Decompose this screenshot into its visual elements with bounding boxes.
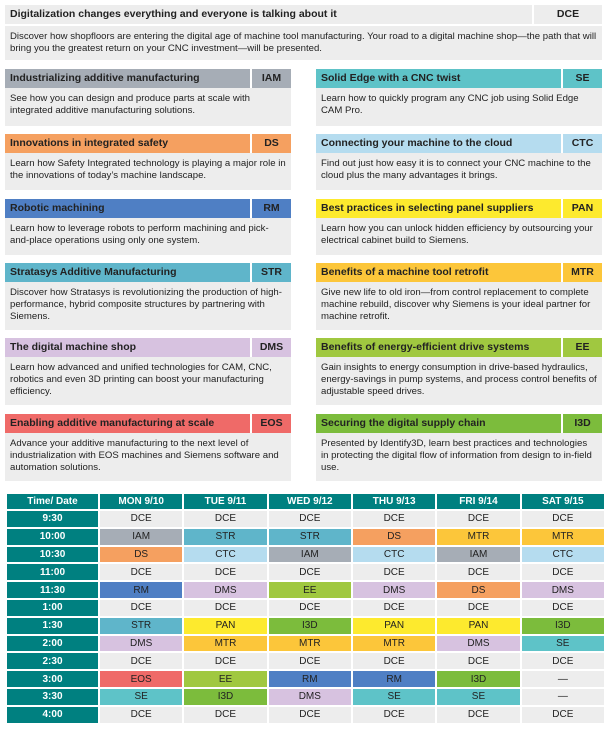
schedule-session-cell: PAN [437,618,519,634]
schedule-session-cell: DCE [184,600,266,616]
session-title: Connecting your machine to the cloud [321,137,513,149]
schedule-session-cell: DCE [437,511,519,527]
schedule-session-cell: MTR [269,636,351,652]
schedule-session-cell: DS [100,547,182,563]
session-title: Stratasys Additive Manufacturing [10,266,177,278]
schedule-session-cell: EOS [100,671,182,687]
schedule-session-cell: DCE [269,564,351,580]
session-description: Find out just how easy it is to connect your CNC machine to the cloud plus the many advantages it brings. [321,158,591,182]
intro-session-title: Digitalization changes everything and everyone is talking about it [10,8,337,20]
schedule-session-cell: DCE [437,564,519,580]
schedule-session-cell: DCE [353,653,435,669]
schedule-time-cell: 3:30 [7,689,98,705]
schedule-time-cell: 3:00 [7,671,98,687]
schedule-table [5,492,606,725]
schedule-time-cell: 11:00 [7,564,98,580]
schedule-session-cell: I3D [269,618,351,634]
schedule-row [7,707,604,723]
schedule-session-cell: DCE [353,707,435,723]
session-description: Learn how to leverage robots to perform machining and pick-and-place operations using only one system. [10,223,269,247]
schedule-session-cell: DMS [184,582,266,598]
schedule-session-cell: EE [269,582,351,598]
session-code: DMS [250,338,291,357]
schedule-session-cell: DCE [269,653,351,669]
schedule-session-cell: SE [437,689,519,705]
session-description: Learn how to quickly program any CNC job using Solid Edge CAM Pro. [321,93,579,117]
schedule-session-cell: MTR [184,636,266,652]
session-box-iam [5,69,291,126]
session-box-i3d [316,414,602,481]
session-code: SE [561,69,602,88]
schedule-header-cell: MON 9/10 [100,494,182,509]
session-title: Solid Edge with a CNC twist [321,72,461,84]
schedule-session-cell: DCE [522,707,604,723]
session-box-str [5,263,291,330]
schedule-session-cell: DCE [522,600,604,616]
schedule-session-cell: MTR [437,529,519,545]
intro-session-box [5,5,602,60]
schedule-time-cell: 10:00 [7,529,98,545]
session-header [316,263,602,282]
schedule-session-cell: DCE [184,564,266,580]
schedule-time-cell: 9:30 [7,511,98,527]
schedule-session-cell: DCE [100,564,182,580]
schedule-header-cell: FRI 9/14 [437,494,519,509]
schedule-session-cell: DMS [269,689,351,705]
schedule-time-cell: 11:30 [7,582,98,598]
schedule-session-cell: RM [353,671,435,687]
session-code: PAN [561,199,602,218]
schedule-session-cell: DCE [184,707,266,723]
session-header [5,338,291,357]
session-title: Enabling additive manufacturing at scale [10,417,215,429]
session-header [316,134,602,153]
session-box-ds [5,134,291,190]
session-title: Industrializing additive manufacturing [10,72,200,84]
schedule-session-cell: DCE [269,600,351,616]
schedule-session-cell: DCE [353,564,435,580]
schedule-session-cell: STR [269,529,351,545]
session-box-pan [316,199,602,255]
schedule-session-cell: DCE [100,511,182,527]
session-box-dms [5,338,291,405]
session-title: Benefits of a machine tool retrofit [321,266,489,278]
session-header [5,69,291,88]
schedule-session-cell: SE [353,689,435,705]
session-box-rm [5,199,291,255]
schedule-session-cell: PAN [353,618,435,634]
session-box-ee [316,338,602,405]
session-code: I3D [561,414,602,433]
schedule-session-cell: CTC [184,547,266,563]
session-description: See how you can design and produce parts at scale with integrated additive manufacturing solutions. [10,93,250,117]
schedule-row [7,511,604,527]
session-title: Benefits of energy-efficient drive systems [321,341,530,353]
session-description: Learn how Safety Integrated technology is playing a major role in the innovations of today’s machine landscape. [10,158,286,182]
schedule-session-cell: I3D [184,689,266,705]
schedule-header-cell: THU 9/13 [353,494,435,509]
schedule-session-cell: CTC [522,547,604,563]
schedule-session-cell: PAN [184,618,266,634]
session-header [5,414,291,433]
schedule-session-cell: DCE [100,653,182,669]
schedule-header-row [7,494,604,509]
schedule-row [7,529,604,545]
schedule-session-cell: DCE [522,653,604,669]
schedule-session-cell: EE [184,671,266,687]
schedule-session-cell: SE [100,689,182,705]
session-box-se [316,69,602,126]
schedule-session-cell: CTC [353,547,435,563]
schedule-session-cell: DMS [437,636,519,652]
schedule-time-cell: 1:00 [7,600,98,616]
session-code: IAM [250,69,291,88]
schedule-time-cell: 2:30 [7,653,98,669]
schedule-session-cell: DCE [184,653,266,669]
session-description: Give new life to old iron—from control replacement to complete machine rebuild, discover why Siemens is your ideal partner for machine retrofit. [321,287,591,323]
session-description: Learn how advanced and unified technologies for CAM, CNC, robotics and even 3D printing can boost your manufacturing efficiency. [10,362,272,398]
schedule-row [7,582,604,598]
schedule-session-cell: DS [437,582,519,598]
session-code: DS [250,134,291,153]
schedule-session-cell: MTR [353,636,435,652]
session-header [5,134,291,153]
schedule-session-cell: DCE [437,653,519,669]
schedule-session-cell: DMS [100,636,182,652]
session-code: EOS [250,414,291,433]
schedule-time-cell: 1:30 [7,618,98,634]
schedule-session-cell: DCE [522,511,604,527]
schedule-session-cell: DCE [437,707,519,723]
session-title: Innovations in integrated safety [10,137,169,149]
schedule-session-cell: MTR [522,529,604,545]
session-header [316,69,602,88]
schedule-session-cell: DCE [353,600,435,616]
schedule-header-cell: TUE 9/11 [184,494,266,509]
schedule-row [7,600,604,616]
schedule-session-cell: IAM [269,547,351,563]
intro-session-code: DCE [532,5,602,24]
session-code: CTC [561,134,602,153]
schedule-session-cell: IAM [437,547,519,563]
schedule-header-cell: SAT 9/15 [522,494,604,509]
schedule-session-cell: I3D [437,671,519,687]
session-title: Robotic machining [10,202,105,214]
schedule-session-cell: STR [100,618,182,634]
session-box-eos [5,414,291,481]
schedule-row [7,671,604,687]
schedule-session-cell: — [522,689,604,705]
schedule-session-cell: STR [184,529,266,545]
session-header [316,199,602,218]
session-header [316,414,602,433]
schedule-session-cell: DCE [269,707,351,723]
schedule-header-cell: Time/ Date [7,494,98,509]
schedule-row [7,547,604,563]
schedule-session-cell: RM [269,671,351,687]
schedule-header-cell: WED 9/12 [269,494,351,509]
schedule-session-cell: — [522,671,604,687]
schedule-session-cell: IAM [100,529,182,545]
session-box-mtr [316,263,602,330]
schedule-session-cell: DCE [437,600,519,616]
session-title: The digital machine shop [10,341,137,353]
schedule-session-cell: SE [522,636,604,652]
schedule-session-cell: I3D [522,618,604,634]
session-header [5,263,291,282]
schedule-row [7,653,604,669]
intro-session-description: Discover how shopfloors are entering the digital age of machine tool manufacturing. Your road to a digital machine shop—the path that will bring you the greatest return on your CNC investment—will be presented. [10,31,597,55]
schedule-session-cell: DCE [184,511,266,527]
schedule-session-cell: DCE [353,511,435,527]
schedule-time-cell: 10:30 [7,547,98,563]
intro-session-header [5,5,602,26]
session-code: EE [561,338,602,357]
schedule-session-cell: RM [100,582,182,598]
schedule-time-cell: 4:00 [7,707,98,723]
schedule-row [7,689,604,705]
schedule-session-cell: DCE [100,707,182,723]
session-description: Advance your additive manufacturing to the next level of industrialization with EOS machines and Siemens software and automation solutions. [10,438,279,474]
session-title: Securing the digital supply chain [321,417,486,429]
session-title: Best practices in selecting panel suppliers [321,202,534,214]
session-header [5,199,291,218]
session-description: Learn how you can unlock hidden efficiency by outsourcing your electrical cabinet build to Siemens. [321,223,593,247]
schedule-session-cell: DCE [100,600,182,616]
schedule-session-cell: DCE [269,511,351,527]
session-description: Presented by Identify3D, learn best practices and technologies in protecting the digital flow of information from design to in-field use. [321,438,592,474]
schedule-row [7,564,604,580]
session-code: RM [250,199,291,218]
schedule-time-cell: 2:00 [7,636,98,652]
session-code: STR [250,263,291,282]
schedule-session-cell: DCE [522,564,604,580]
session-code: MTR [561,263,602,282]
session-header [316,338,602,357]
session-description: Gain insights to energy consumption in drive-based hydraulics, energy-savings in pump systems, and process control benefits of adjustable speed drives. [321,362,597,398]
schedule-session-cell: DMS [522,582,604,598]
schedule-session-cell: DS [353,529,435,545]
schedule-row [7,618,604,634]
schedule-session-cell: DMS [353,582,435,598]
schedule-row [7,636,604,652]
session-description: Discover how Stratasys is revolutionizing the production of high-performance, hybrid composite structures by partnering with Siemens. [10,287,282,323]
session-box-ctc [316,134,602,190]
